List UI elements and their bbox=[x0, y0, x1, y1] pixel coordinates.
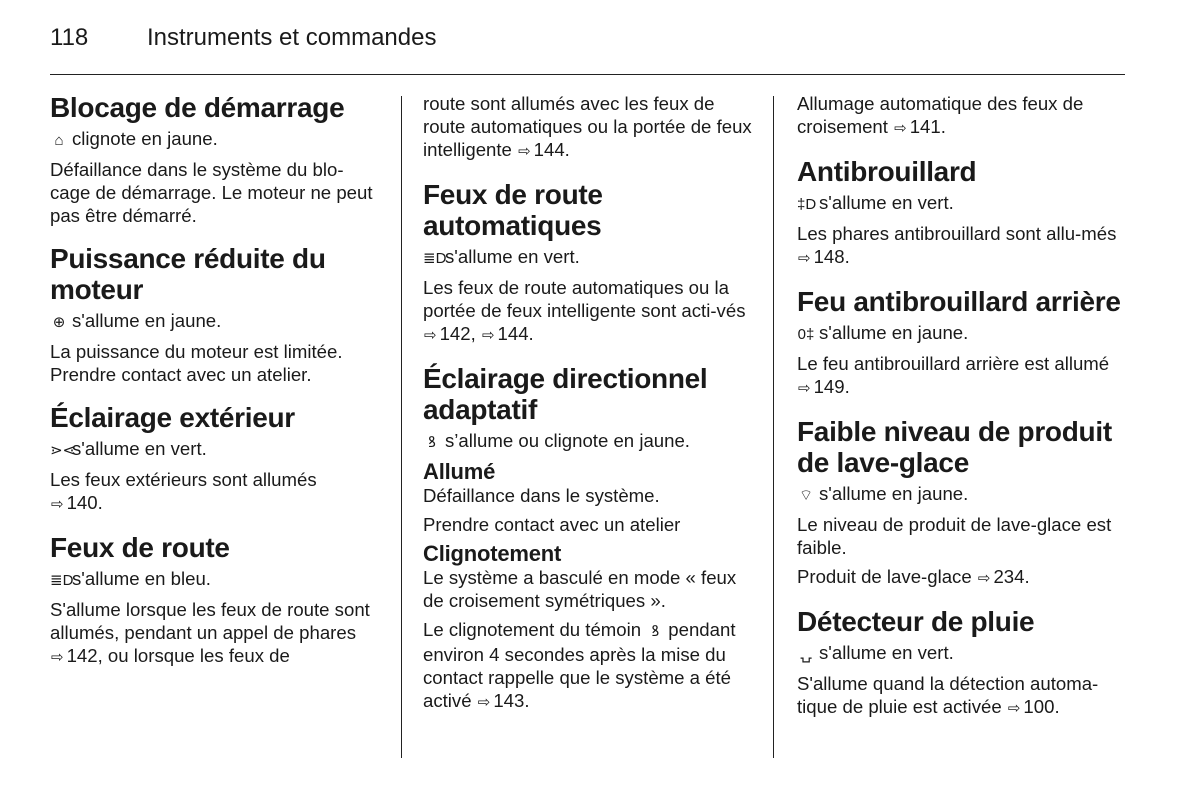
section-body: Le clignotement du témoin ꝸ pendant environ 4 secondes après la mise du contact rappelle que le système a été activé ⇨ 143. bbox=[423, 619, 736, 711]
page-ref-icon: ⇨ bbox=[798, 250, 811, 267]
section-title: Éclairage extérieur bbox=[50, 402, 295, 433]
page-header-title: Instruments et commandes bbox=[147, 24, 437, 51]
page-ref-icon: ⇨ bbox=[51, 649, 64, 666]
status-line: ⋗⋖s'allume en vert. bbox=[50, 437, 380, 462]
section-body: Le feu antibrouillard arrière est allumé ⇨ 149. bbox=[797, 353, 1110, 397]
page-ref[interactable]: 144. bbox=[497, 323, 534, 344]
page-ref[interactable]: 141. bbox=[909, 116, 946, 137]
status-line: ⌔ s'allume en jaune. bbox=[797, 482, 1127, 507]
page-ref[interactable]: 234. bbox=[993, 566, 1030, 587]
status-line: ⍽ s'allume en vert. bbox=[797, 641, 1127, 666]
section-body: Les feux extérieurs sont allumés ⇨ 140. bbox=[50, 469, 317, 513]
status-line: ꝸ s’allume ou clignote en jaune. bbox=[423, 429, 753, 454]
section-auto-high-beam bbox=[423, 179, 753, 347]
section-washer-fluid bbox=[797, 416, 1127, 590]
column-1 bbox=[50, 92, 380, 685]
section-body: Prendre contact avec un atelier bbox=[423, 514, 681, 535]
page-ref-icon: ⇨ bbox=[424, 327, 437, 344]
section-body: Défaillance dans le système du blo-cage de démarrage. Le moteur ne peut pas être démarré. bbox=[50, 159, 373, 226]
section-title: Feux de route bbox=[50, 532, 230, 563]
section-title: Puissance réduite du moteur bbox=[50, 243, 326, 305]
section-high-beam bbox=[50, 532, 380, 669]
page-ref-icon: ⇨ bbox=[1007, 700, 1021, 717]
section-body: S'allume lorsque les feux de route sont allumés, pendant un appel de phares ⇨ 142, ou lorsque les feux de bbox=[50, 599, 370, 666]
section-body: Allumage automatique des feux de croisement ⇨ 141. bbox=[797, 93, 1084, 137]
section-exterior-light bbox=[50, 402, 380, 516]
adaptive-lighting-icon: ꝸ bbox=[651, 623, 660, 640]
page-ref[interactable]: 100. bbox=[1023, 696, 1060, 717]
section-title: Antibrouillard bbox=[797, 156, 977, 187]
page-number: 118 bbox=[50, 24, 89, 51]
page-header bbox=[50, 24, 436, 58]
column-2 bbox=[423, 92, 753, 730]
section-body: La puissance du moteur est limitée. Prendre contact avec un atelier. bbox=[50, 341, 343, 385]
page-ref-icon: ⇨ bbox=[51, 496, 64, 513]
status-line: ‡D s'allume en vert. bbox=[797, 191, 1127, 216]
page-ref-icon: ⇨ bbox=[798, 380, 811, 397]
section-reduced-power bbox=[50, 243, 380, 386]
section-body: Les feux de route automatiques ou la portée de feux intelligente sont acti-vés ⇨ 142, ⇨ 144. bbox=[423, 277, 746, 344]
page-ref[interactable]: 142, bbox=[439, 323, 476, 344]
page-ref-icon: ⇨ bbox=[977, 570, 991, 587]
page-ref-icon: ⇨ bbox=[894, 120, 907, 137]
section-body: route sont allumés avec les feux de route automatiques ou la portée de feux intelligente ⇨ 144. bbox=[423, 93, 752, 160]
section-body: Le système a basculé en mode « feux de croisement symétriques ». bbox=[423, 567, 737, 611]
header-divider bbox=[50, 74, 1125, 75]
page-ref[interactable]: 149. bbox=[813, 376, 850, 397]
page-ref[interactable]: 143. bbox=[493, 690, 530, 711]
section-body: S'allume quand la détection automa-tique de pluie est activée ⇨ 100. bbox=[797, 673, 1099, 717]
page-ref-icon: ⇨ bbox=[481, 327, 495, 344]
section-body: Le niveau de produit de lave-glace est faible. bbox=[797, 514, 1112, 558]
subsection-title: Allumé bbox=[423, 459, 496, 484]
section-continued bbox=[797, 92, 1127, 140]
section-body: Défaillance dans le système. bbox=[423, 485, 660, 506]
section-rain-sensor bbox=[797, 606, 1127, 720]
status-line: ⌂ clignote en jaune. bbox=[50, 127, 380, 152]
column-divider bbox=[401, 96, 402, 758]
adaptive-lighting-icon: ꝸ bbox=[428, 434, 436, 451]
page-ref-icon: ⇨ bbox=[518, 143, 531, 160]
section-body: Les phares antibrouillard sont allu-més ⇨ 148. bbox=[797, 223, 1117, 267]
section-title: Faible niveau de produit de lave-glace bbox=[797, 416, 1112, 478]
page-ref[interactable]: 144. bbox=[533, 139, 570, 160]
rain-sensor-icon: ⍽ bbox=[800, 646, 812, 663]
washer-fluid-icon: ⌔ bbox=[798, 487, 814, 504]
column-divider bbox=[773, 96, 774, 758]
section-title: Blocage de démarrage bbox=[50, 92, 345, 123]
exterior-light-icon: ⋗⋖ bbox=[50, 442, 76, 459]
section-rear-fog-light bbox=[797, 286, 1127, 400]
section-title: Détecteur de pluie bbox=[797, 606, 1035, 637]
section-title: Feu antibrouillard arrière bbox=[797, 286, 1121, 317]
section-immobilizer bbox=[50, 92, 380, 227]
status-line: ⊕ s'allume en jaune. bbox=[50, 309, 380, 334]
section-adaptive-lighting bbox=[423, 363, 753, 714]
status-line: 0‡ s'allume en jaune. bbox=[797, 321, 1127, 346]
subsection-title: Clignotement bbox=[423, 541, 562, 566]
status-line: ≣Ds'allume en bleu. bbox=[50, 567, 380, 592]
page-ref-icon: ⇨ bbox=[477, 694, 491, 711]
status-line: ≣Ds'allume en vert. bbox=[423, 245, 753, 270]
section-title: Feux de route automatiques bbox=[423, 179, 603, 241]
page-ref[interactable]: 140. bbox=[66, 492, 103, 513]
column-3 bbox=[797, 92, 1127, 736]
section-fog-lights bbox=[797, 156, 1127, 270]
auto-high-beam-icon: ≣D bbox=[423, 250, 447, 267]
page-ref[interactable]: 142, ou lorsque les feux de bbox=[66, 645, 290, 666]
section-continued bbox=[423, 92, 753, 163]
section-title: Éclairage directionnel adaptatif bbox=[423, 363, 708, 425]
immobilizer-icon: ⌂ bbox=[54, 132, 64, 149]
page-ref[interactable]: 148. bbox=[813, 246, 850, 267]
high-beam-icon: ≣D bbox=[50, 572, 74, 589]
reduced-power-icon: ⊕ bbox=[52, 314, 66, 331]
fog-light-icon: ‡D bbox=[797, 196, 817, 213]
rear-fog-light-icon: 0‡ bbox=[797, 326, 815, 343]
section-body: Produit de lave-glace ⇨ 234. bbox=[797, 566, 1030, 587]
